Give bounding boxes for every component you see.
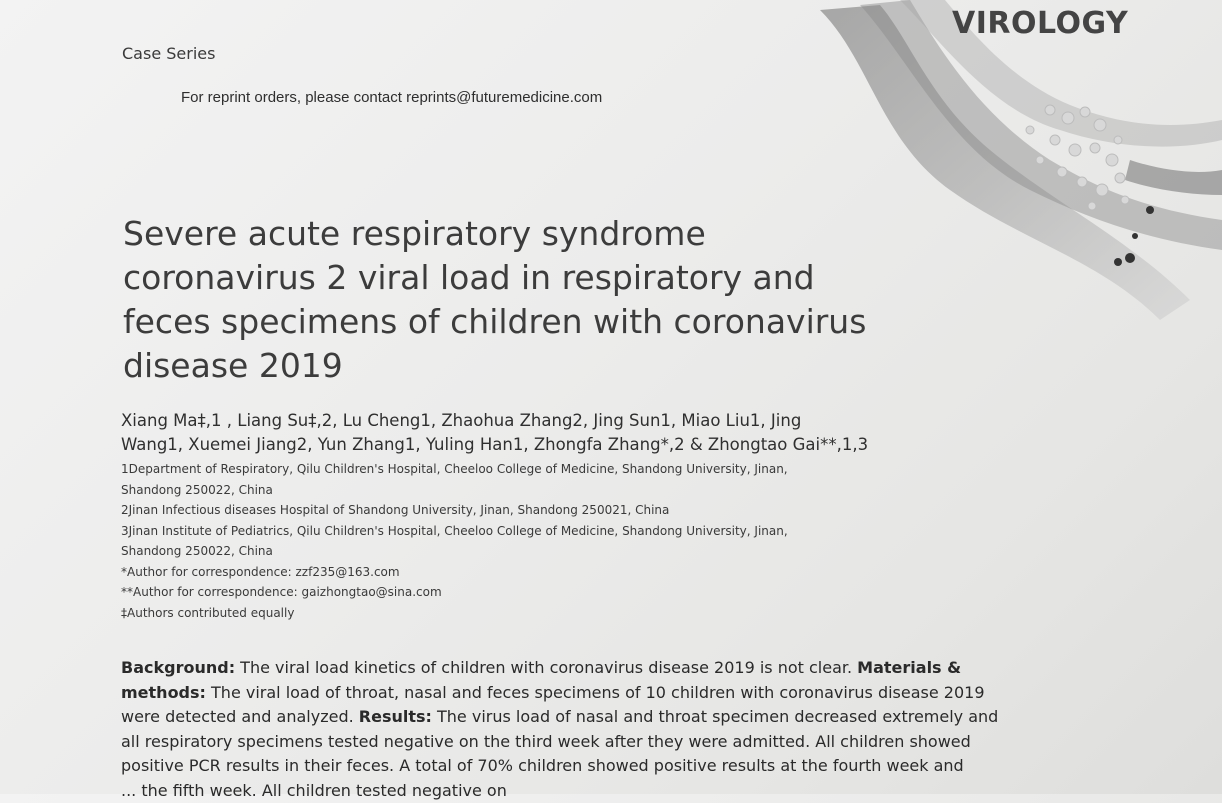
correspondence-line: *Author for correspondence: zzf235@163.com: [121, 562, 881, 583]
affiliations: [121, 459, 881, 623]
affiliation-line: 1Department of Respiratory, Qilu Children's Hospital, Cheeloo College of Medicine, Shandong University, Jinan,: [121, 459, 881, 480]
correspondence-line: **Author for correspondence: gaizhongtao@sina.com: [121, 582, 881, 603]
abstract-line: all respiratory specimens tested negative on the third week after they were admitted. All children showed: [121, 730, 1051, 755]
article-type-label: Case Series: [122, 44, 215, 63]
title-line: disease 2019: [123, 344, 923, 388]
abstract: [121, 656, 1051, 803]
background-text: The viral load kinetics of children with coronavirus disease 2019 is not clear.: [235, 658, 857, 677]
title-line: Severe acute respiratory syndrome: [123, 212, 923, 256]
affiliation-line: Shandong 250022, China: [121, 480, 881, 501]
methods-label: Materials &: [857, 658, 961, 677]
abstract-line: [121, 681, 1051, 706]
background-label: Background:: [121, 658, 235, 677]
methods-text: were detected and analyzed.: [121, 707, 359, 726]
abstract-line: ... the fifth week. All children tested negative on: [121, 779, 1051, 803]
article-title: [123, 212, 923, 388]
results-text: The virus load of nasal and throat specimen decreased extremely and: [432, 707, 998, 726]
author-list: [121, 409, 951, 457]
equal-contribution-note: ‡Authors contributed equally: [121, 603, 881, 624]
title-line: feces specimens of children with coronavirus: [123, 300, 923, 344]
title-line: coronavirus 2 viral load in respiratory and: [123, 256, 923, 300]
abstract-line: [121, 656, 1051, 681]
affiliation-line: Shandong 250022, China: [121, 541, 881, 562]
author-line: Xiang Ma‡,1 , Liang Su‡,2, Lu Cheng1, Zhaohua Zhang2, Jing Sun1, Miao Liu1, Jing: [121, 409, 951, 433]
abstract-line: [121, 705, 1051, 730]
affiliation-line: 3Jinan Institute of Pediatrics, Qilu Children's Hospital, Cheeloo College of Medicine, Shandong University, Jinan,: [121, 521, 881, 542]
abstract-line: positive PCR results in their feces. A total of 70% children showed positive results at the fourth week and: [121, 754, 1051, 779]
reprint-notice: For reprint orders, please contact reprints@futuremedicine.com: [181, 89, 602, 106]
author-line: Wang1, Xuemei Jiang2, Yun Zhang1, Yuling Han1, Zhongfa Zhang*,2 & Zhongtao Gai**,1,3: [121, 433, 951, 457]
methods-text: The viral load of throat, nasal and feces specimens of 10 children with coronavirus disease 2019: [206, 683, 985, 702]
methods-label: methods:: [121, 683, 206, 702]
results-label: Results:: [359, 707, 432, 726]
affiliation-line: 2Jinan Infectious diseases Hospital of Shandong University, Jinan, Shandong 250021, China: [121, 500, 881, 521]
journal-name: VIROLOGY: [952, 6, 1128, 41]
